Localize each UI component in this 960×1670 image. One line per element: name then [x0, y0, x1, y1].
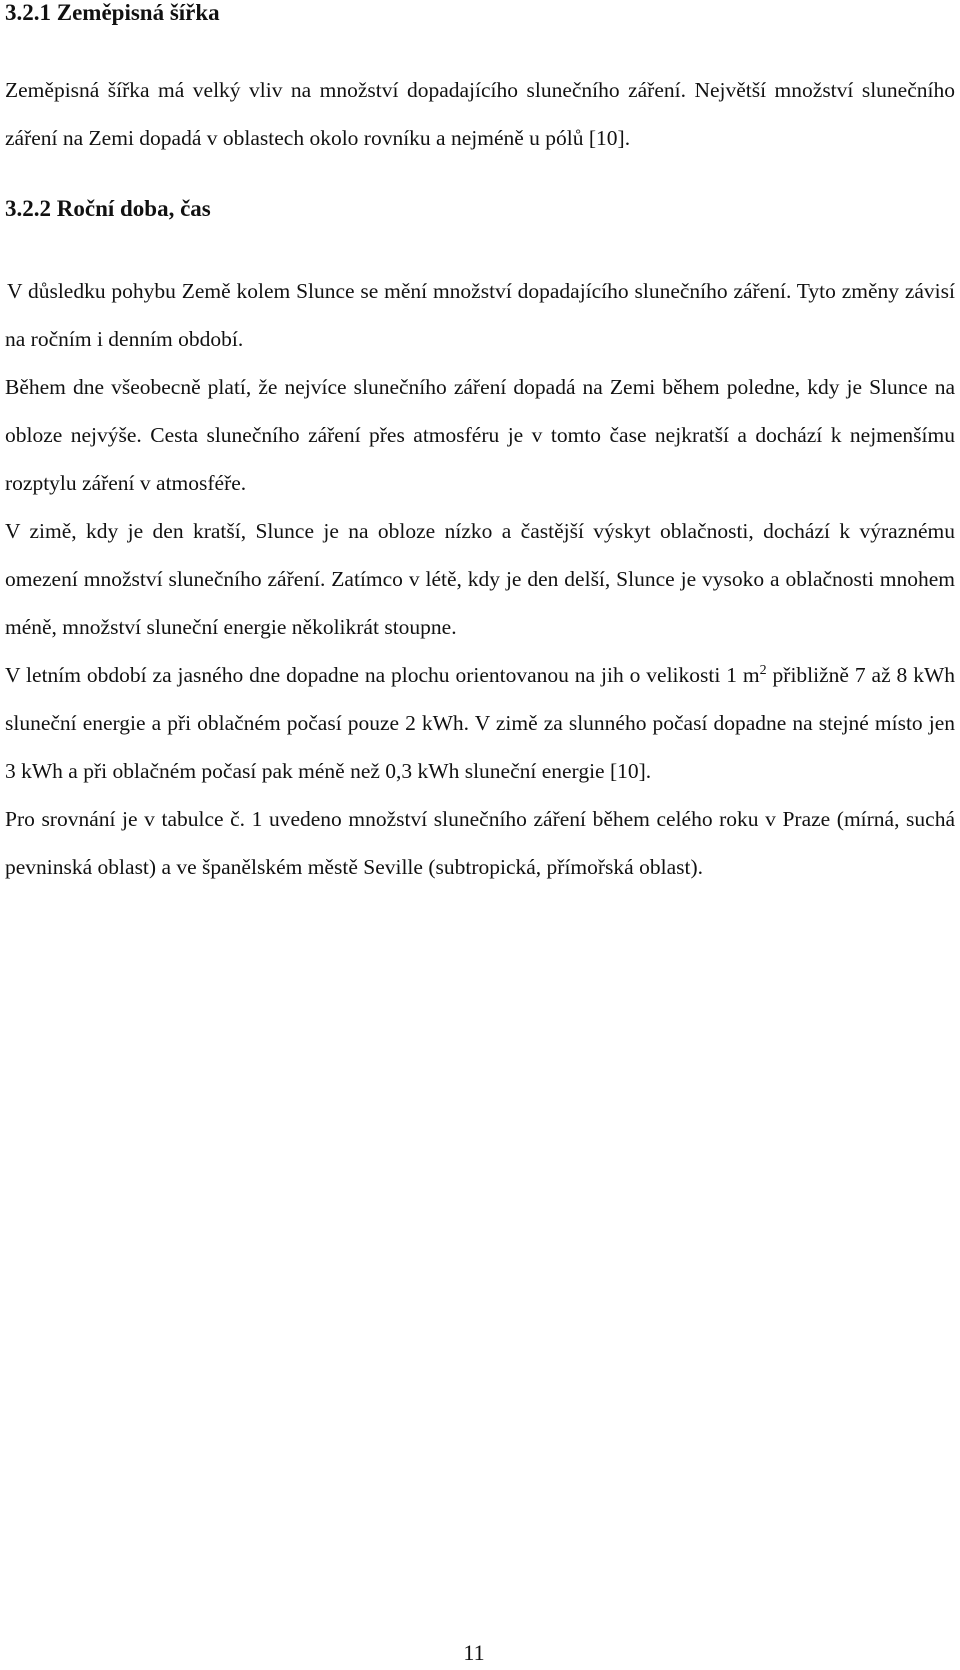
paragraph-energy-values [5, 651, 955, 795]
section-heading-latitude: 3.2.1 Zeměpisná šířka [5, 0, 220, 25]
paragraph-daily-radiation: Během dne všeobecně platí, že nejvíce slunečního záření dopadá na Zemi během poledne, kdy je Slunce na obloze nejvýše. Cesta slunečního záření přes atmosféru je v tomto čase nejkratší a dochází k nejmenšímu rozptylu záření v atmosféře. [5, 375, 955, 495]
paragraph-latitude: Zeměpisná šířka má velký vliv na množství dopadajícího slunečního záření. Největší množství slunečního záření na Zemi dopadá v oblastech okolo rovníku a nejméně u pólů [10]. [5, 78, 955, 150]
section-heading-season-time: 3.2.2 Roční doba, čas [5, 196, 211, 221]
page-number: 11 [463, 1640, 485, 1665]
document-page [5, 0, 955, 891]
paragraph-table-reference: Pro srovnání je v tabulce č. 1 uvedeno množství slunečního záření během celého roku v Praze (mírná, suchá pevninská oblast) a ve španělském městě Seville (subtropická, přímořská oblast). [5, 807, 955, 879]
paragraph-earth-motion: V důsledku pohybu Země kolem Slunce se mění množství dopadajícího slunečního záření. Tyto změny závisí na ročním i denním období. [5, 279, 955, 351]
square-metre-superscript: 2 [759, 662, 767, 678]
energy-text-end: přibližně 7 až 8 kWh sluneční energie a při oblačném počasí pouze 2 kWh. V zimě za slunného počasí dopadne na stejné místo jen 3 kWh a při oblačném počasí pak méně než 0,3 kWh sluneční energie [10]. [5, 663, 955, 783]
energy-text-start: V letním období za jasného dne dopadne na plochu orientovanou na jih o velikosti 1 m [5, 663, 760, 687]
paragraph-winter-summer: V zimě, kdy je den kratší, Slunce je na obloze nízko a častější výskyt oblačnosti, dochází k výraznému omezení množství slunečního záření. Zatímco v létě, kdy je den delší, Slunce je vysoko a oblačnosti mnohem méně, množství sluneční energie několikrát stoupne. [5, 519, 955, 639]
